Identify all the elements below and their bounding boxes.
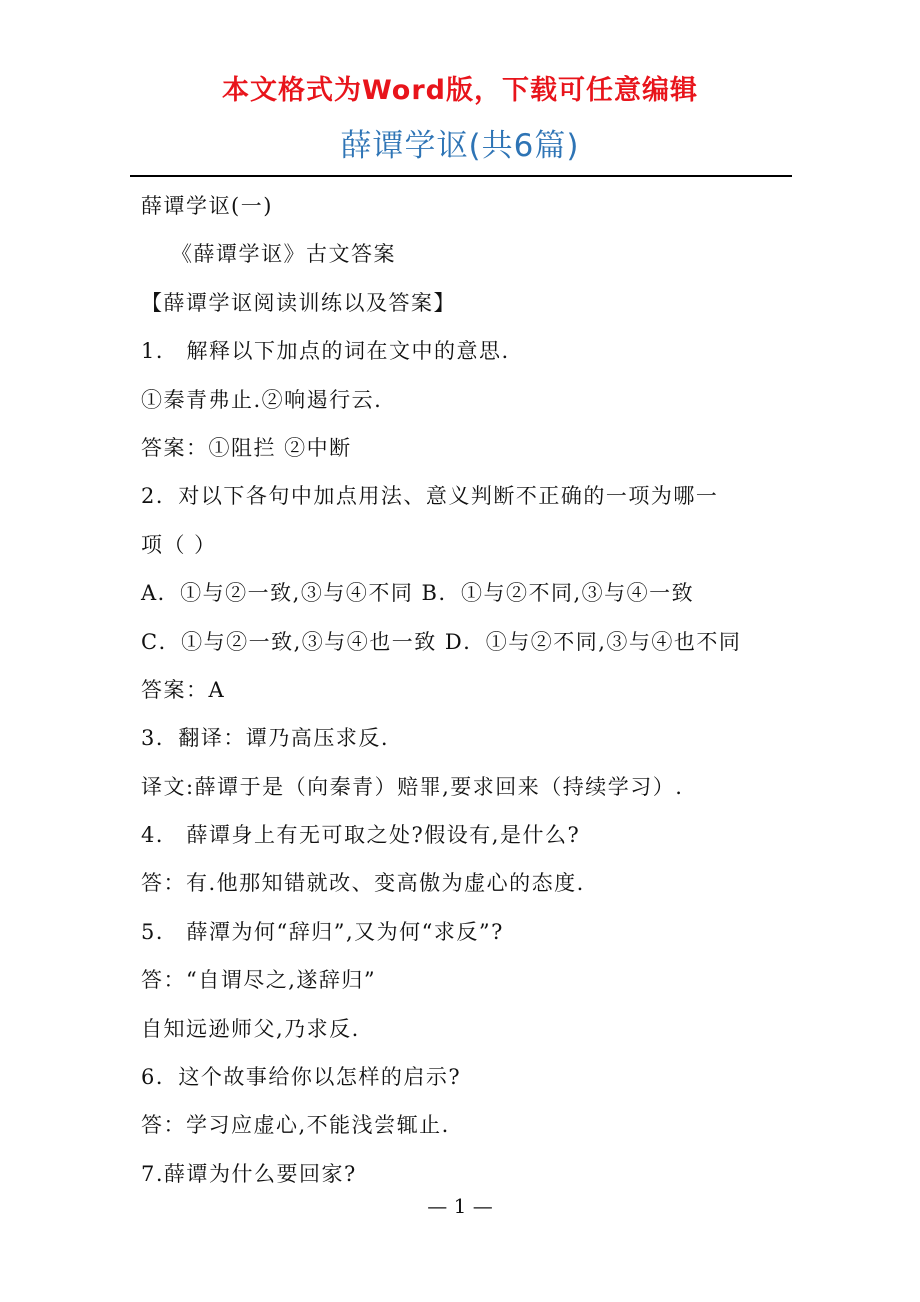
paragraph-line: 答：有.他那知错就改、变高傲为虚心的态度. <box>141 871 585 896</box>
paragraph-line: 【薛谭学讴阅读训练以及答案】 <box>141 290 456 315</box>
paragraph-line: 7.薛谭为什么要回家? <box>141 1161 357 1186</box>
paragraph-line: A．①与②一致,③与④不同 B．①与②不同,③与④一致 <box>141 581 695 606</box>
page-number: — 1 — <box>427 1194 493 1218</box>
paragraph-line: 6．这个故事给你以怎样的启示? <box>141 1065 462 1090</box>
paragraph-line: 4． 薛谭身上有无可取之处?假设有,是什么? <box>141 823 581 848</box>
section-heading: 薛谭学讴(一) <box>141 194 273 218</box>
document-body <box>141 182 791 1198</box>
paragraph-line: 5． 薛潭为何“辞归”,又为何“求反”? <box>141 919 504 944</box>
paragraph-line: 答案：①阻拦 ②中断 <box>141 435 352 460</box>
title-divider <box>130 175 792 177</box>
paragraph-line: 答：学习应虚心,不能浅尝辄止. <box>141 1113 450 1138</box>
paragraph-line: 答：“自谓尽之,遂辞归” <box>141 968 377 993</box>
paragraph-line: 3．翻译：谭乃高压求反. <box>141 726 390 751</box>
document-title: 薛谭学讴(共6篇) <box>340 128 580 164</box>
paragraph-line: ①秦青弗止.②响遏行云. <box>141 387 383 412</box>
subtitle-line: 《薛谭学讴》古文答案 <box>171 242 396 267</box>
paragraph-line: 2．对以下各句中加点用法、意义判断不正确的一项为哪一 <box>141 484 719 509</box>
paragraph-line: 答案：A <box>141 677 226 702</box>
paragraph-line: 译文:薛谭于是（向秦青）赔罪,要求回来（持续学习）. <box>141 774 684 799</box>
download-banner: 本文格式为Word版，下载可任意编辑 <box>221 75 698 106</box>
paragraph-line: 自知远逊师父,乃求反. <box>141 1016 360 1041</box>
paragraph-line: 1． 解释以下加点的词在文中的意思. <box>141 339 510 364</box>
paragraph-line: 项（ ） <box>141 532 217 557</box>
paragraph-line: C．①与②一致,③与④也一致 D．①与②不同,③与④也不同 <box>141 629 742 654</box>
